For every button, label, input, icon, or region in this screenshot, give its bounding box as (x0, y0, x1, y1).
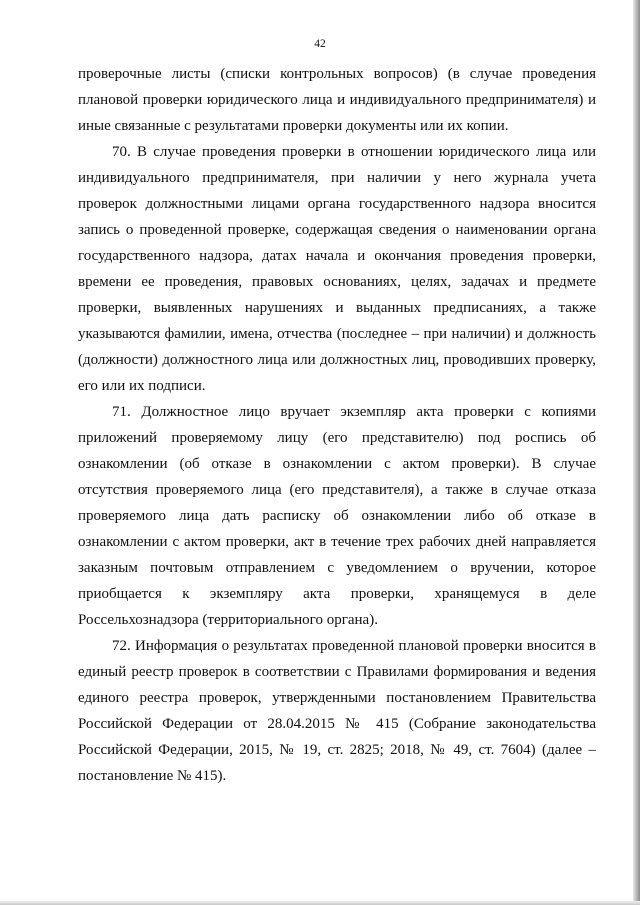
scan-shadow-right (633, 0, 640, 905)
paragraph-item-70: 70. В случае проведения проверки в отношении юридического лица или индивидуального предпринимателя, при наличии у него журнала учета проверок должностными лицами органа государственного надзора вносится запись о проведенной проверке, содержащая сведения о наименовании органа государственного надзора, датах начала и окончания проведения проверки, времени ее проведения, правовых основаниях, целях, задачах и предмете проверки, выявленных нарушениях и выданных предписаниях, а также указываются фамилии, имена, отчества (последнее – при наличии) и должность (должности) должностного лица или должностных лиц, проводивших проверку, его или их подписи. (78, 144, 596, 394)
paragraph-item-71: 71. Должностное лицо вручает экземпляр акта проверки с копиями приложений проверяемому лицу (его представителю) под роспись об ознакомлении (об отказе в ознакомлении с актом проверки). В случае отсутствия проверяемого лица (его представителя), а также в случае отказа проверяемого лица дать расписку об ознакомлении либо об отказе в ознакомлении с актом проверки, акт в течение трех рабочих дней направляется заказным почтовым отправлением с уведомлением о вручении, которое приобщается к экземпляру акта проверки, хранящемуся в деле Россельхознадзора (территориального органа). (78, 404, 596, 628)
paragraph-continuation: проверочные листы (списки контрольных вопросов) (в случае проведения плановой проверки юридического лица и индивидуального предпринимателя) и иные связанные с результатами проверки документы или их копии. (78, 66, 596, 134)
scan-shadow-bottom (0, 901, 640, 905)
paragraph-item-72: 72. Информация о результатах проведенной плановой проверки вносится в единый реестр проверок в соответствии с Правилами формирования и ведения единого реестра проверок, утвержденными постановлением Правительства Российской Федерации от 28.04.2015 № 415 (Собрание законодательства Российской Федерации, 2015, № 19, ст. 2825; 2018, № 49, ст. 7604) (далее – постановление № 415). (78, 638, 596, 784)
document-body (78, 61, 596, 789)
page-number: 42 (314, 38, 326, 50)
